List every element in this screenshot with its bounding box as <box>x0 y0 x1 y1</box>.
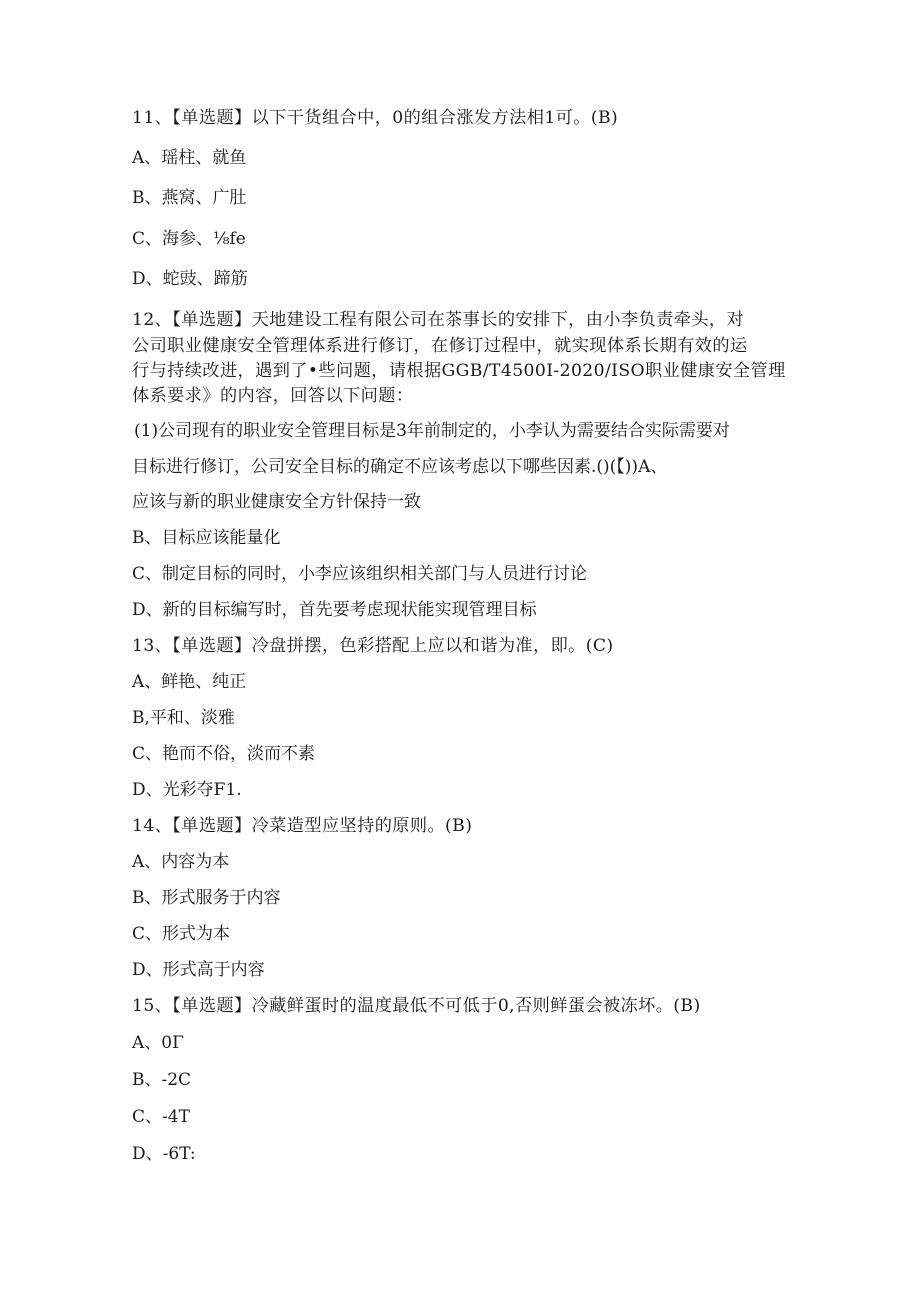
question-15-option-c: C、-4T <box>132 1107 190 1127</box>
question-12-stem-line-3: 行与持续改进，遇到了•些问题，请根据GGB/T4500I-2020/ISO职业健康安全管理 <box>132 361 786 381</box>
question-12-stem-line-2: 公司职业健康安全管理体系进行修订，在修订过程中，就实现体系长期有效的运 <box>132 336 748 356</box>
question-11-option-b: B、燕窝、广肚 <box>132 188 247 208</box>
question-11-option-a: A、瑶柱、就鱼 <box>132 148 247 168</box>
question-11-option-d: D、蛇豉、蹄筋 <box>132 269 248 289</box>
question-15-option-a: A、0Γ <box>132 1033 184 1053</box>
question-12-sub-line-1: (1)公司现有的职业安全管理目标是3年前制定的，小李认为需要结合实际需要对 <box>134 421 730 441</box>
question-13-stem: 13、【单选题】冷盘拼摆，色彩搭配上应以和谐为准，即。(C) <box>132 636 614 656</box>
question-12-option-d: D、新的目标编写时，首先要考虑现状能实现管理目标 <box>132 600 537 620</box>
question-14-option-c: C、形式为本 <box>132 924 231 944</box>
question-14-stem: 14、【单选题】冷菜造型应坚持的原则。(B) <box>132 816 473 836</box>
question-14-option-b: B、形式服务于内容 <box>132 888 281 908</box>
question-13-option-d: D、光彩夺F1. <box>132 780 242 800</box>
question-14-option-d: D、形式高于内容 <box>132 960 265 980</box>
question-13-option-b: B,平和、淡雅 <box>132 708 235 728</box>
question-12-sub-line-3: 应该与新的职业健康安全方针保持一致 <box>132 492 421 512</box>
question-11-option-c: C、海参、⅛fe <box>132 229 246 249</box>
question-12-option-b: B、目标应该能量化 <box>132 528 281 548</box>
question-13-option-a: A、鲜艳、纯正 <box>132 672 247 692</box>
question-15-option-b: B、-2C <box>132 1070 192 1090</box>
question-13-option-c: C、艳而不俗，淡而不素 <box>132 744 316 764</box>
question-12-stem-line-4: 体系要求》的内容，回答以下问题： <box>132 386 414 406</box>
question-15-stem: 15、【单选题】冷藏鲜蛋时的温度最低不可低于0,否则鲜蛋会被冻坏。(B) <box>132 996 701 1016</box>
question-12-sub-line-2: 目标进行修订，公司安全目标的确定不应该考虑以下哪些因素.()(【))A、 <box>132 457 668 477</box>
question-12-stem-line-1: 12、【单选题】天地建设工程有限公司在茶事长的安排下，由小李负责牵头，对 <box>132 310 745 330</box>
question-12-option-c: C、制定目标的同时，小李应该组织相关部门与人员进行讨论 <box>132 564 588 584</box>
question-11-stem: 11、【单选题】以下干货组合中，0的组合涨发方法相1可。(B) <box>132 108 619 128</box>
question-15-option-d: D、-6T: <box>132 1144 196 1164</box>
question-14-option-a: A、内容为本 <box>132 852 230 872</box>
